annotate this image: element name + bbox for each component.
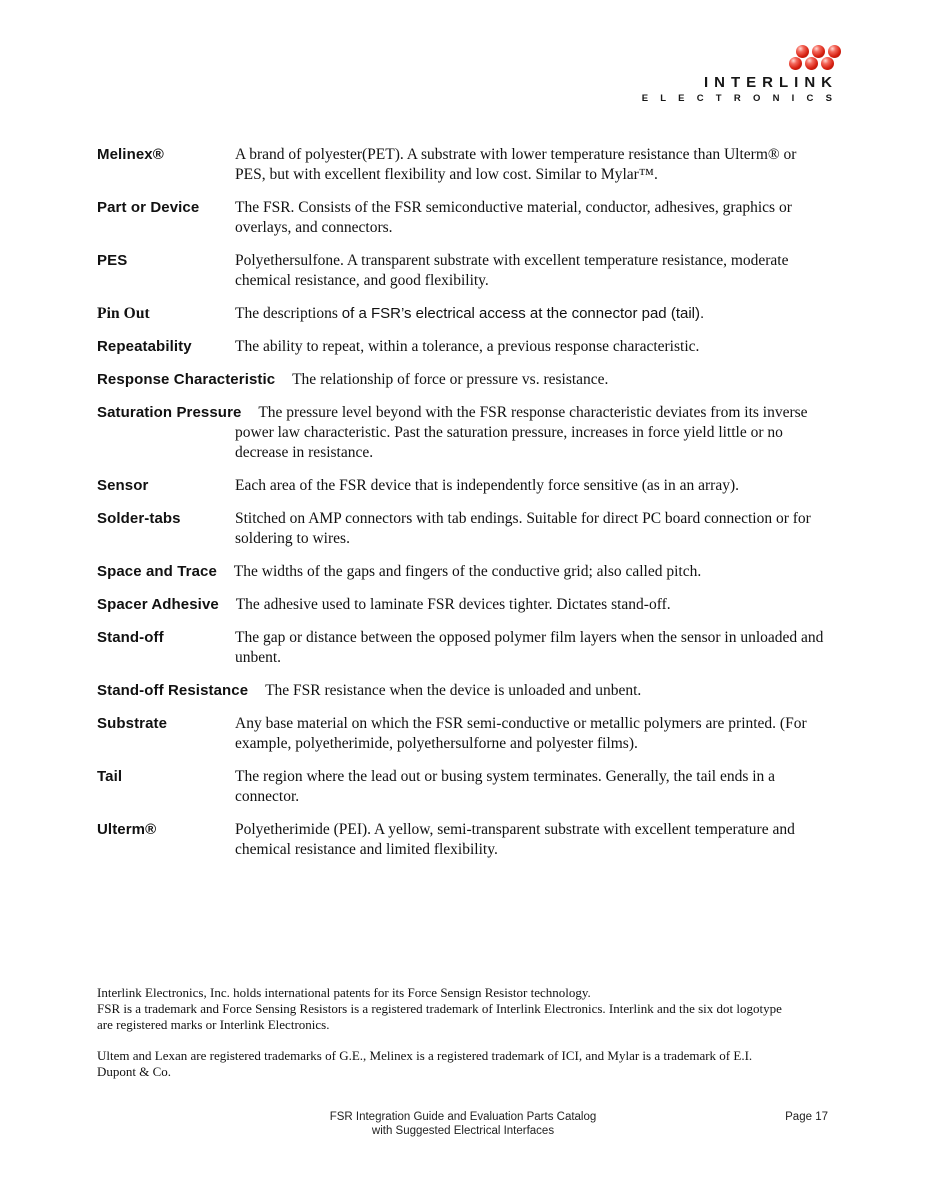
glossary-definition-text: Polyetherimide (PEI). A yellow, semi-transparent substrate with excellent temperature and chemical resistance and limited flexibility. [235,821,795,858]
footnote-paragraph [97,1048,857,1080]
glossary-definition-text: Any base material on which the FSR semi-conductive or metallic polymers are printed. (For example, polyetherimide, polyethersulforne and polyester films). [235,715,807,752]
glossary-definition-text-sans: of a FSR’s electrical access at the connector pad (tail). [341,305,705,322]
glossary-term: Stand-off Resistance [97,682,249,699]
glossary-definition [235,714,826,754]
glossary-term: Ulterm® [97,821,157,838]
glossary-definition-text: Polyethersulfone. A transparent substrate with excellent temperature resistance, moderate chemical resistance, and good flexibility. [235,252,789,289]
glossary-definition [234,563,701,580]
logo-company-name: INTERLINK [704,74,838,91]
footnote-line: Interlink Electronics, Inc. holds international patents for its Force Sensign Resistor technology. [97,985,591,1000]
glossary-entry [97,767,826,807]
page-number: Page 17 [785,1111,828,1123]
glossary-entry [97,304,826,324]
glossary-entry [97,198,826,238]
glossary-entry [97,337,826,357]
logo-dot-row-top [796,45,841,58]
glossary-term: Part or Device [97,199,200,216]
logo-dot-icon [828,45,841,58]
glossary-definition-text: The FSR. Consists of the FSR semiconductive material, conductor, adhesives, graphics or overlays, and connectors. [235,199,792,236]
trademark-footnotes [97,985,857,1095]
glossary-definition [236,596,671,613]
glossary-term: Melinex® [97,146,164,163]
glossary-definition-text: Each area of the FSR device that is independently force sensitive (as in an array). [235,477,739,494]
logo-dot-icon [812,45,825,58]
logo-dot-icon [821,57,834,70]
glossary-term: PES [97,252,128,269]
footnote-line: Dupont & Co. [97,1064,172,1079]
glossary-definition [235,628,826,668]
glossary-term: Substrate [97,715,168,732]
footnote-line: Ultem and Lexan are registered trademarks of G.E., Melinex is a registered trademark of ICI, and Mylar is a trademark of E.I. [97,1048,753,1063]
glossary-definition [235,767,826,807]
glossary-definition-text: The pressure level beyond with the FSR response characteristic deviates from its inverse power law characteristic. Past the saturation pressure, increases in force yield little or no decrease in resistance. [235,404,808,461]
glossary-entry [97,476,826,496]
logo-company-subtitle: E L E C T R O N I C S [641,93,837,104]
glossary-definition [235,145,826,185]
footnote-line: are registered marks or Interlink Electronics. [97,1017,330,1032]
glossary-definition-text: A brand of polyester(PET). A substrate with lower temperature resistance than Ulterm® or PES, but with excellent flexibility and low cost. Similar to Mylar™. [235,146,797,183]
glossary-entry [97,145,826,185]
logo-dot-icon [805,57,818,70]
glossary-entry [97,251,826,291]
glossary-term: Saturation Pressure [97,404,242,421]
glossary-term: Space and Trace [97,563,217,580]
glossary-list [97,145,826,873]
glossary-definition-text: The widths of the gaps and fingers of the conductive grid; also called pitch. [233,563,702,580]
glossary-definition-text: The region where the lead out or busing system terminates. Generally, the tail ends in a connector. [235,768,776,805]
glossary-definition [235,198,826,238]
glossary-definition [235,404,808,461]
glossary-term: Repeatability [97,338,192,355]
glossary-definition-text: The descriptions [235,305,342,322]
glossary-term: Response Characteristic [97,371,276,388]
document-title-line2: with Suggested Electrical Interfaces [371,1125,555,1137]
glossary-definition [235,251,826,291]
glossary-definition [235,509,826,549]
glossary-definition-text: The FSR resistance when the device is unloaded and unbent. [265,682,642,699]
footnote-paragraph [97,985,857,1033]
glossary-entry [97,403,826,463]
glossary-term: Solder-tabs [97,510,181,527]
glossary-definition [265,682,641,699]
page-footer [0,1110,926,1138]
document-title-line1: FSR Integration Guide and Evaluation Parts Catalog [329,1111,597,1123]
logo-dot-icon [789,57,802,70]
glossary-definition-text: Stitched on AMP connectors with tab endings. Suitable for direct PC board connection or for soldering to wires. [235,510,811,547]
logo-dot-row-bottom [789,57,834,70]
glossary-term: Sensor [97,477,149,494]
glossary-definition [235,820,826,860]
interlink-logo [641,45,838,104]
glossary-entry [97,562,826,582]
glossary-entry [97,370,826,390]
glossary-term: Stand-off [97,629,164,646]
glossary-entry [97,628,826,668]
glossary-definition [292,371,608,388]
footnote-line: FSR is a trademark and Force Sensing Resistors is a registered trademark of Interlink Electronics. Interlink and the six dot logotype [97,1001,782,1016]
glossary-entry [97,681,826,701]
logo-dot-icon [796,45,809,58]
glossary-entry [97,714,826,754]
glossary-entry [97,820,826,860]
glossary-entry [97,509,826,549]
glossary-entry [97,595,826,615]
glossary-definition-text: The ability to repeat, within a tolerance, a previous response characteristic. [235,338,700,355]
glossary-definition [235,476,826,496]
six-dot-logotype-icon [789,45,841,70]
glossary-definition-text: The gap or distance between the opposed polymer film layers when the sensor in unloaded and unbent. [235,629,824,666]
glossary-term: Tail [97,768,123,785]
glossary-term: Spacer Adhesive [97,596,219,613]
glossary-definition-text: The relationship of force or pressure vs. resistance. [292,371,609,388]
glossary-term: Pin Out [97,305,150,322]
glossary-definition-text: The adhesive used to laminate FSR devices tighter. Dictates stand-off. [235,596,671,613]
glossary-definition [235,337,826,357]
glossary-definition [235,304,826,324]
